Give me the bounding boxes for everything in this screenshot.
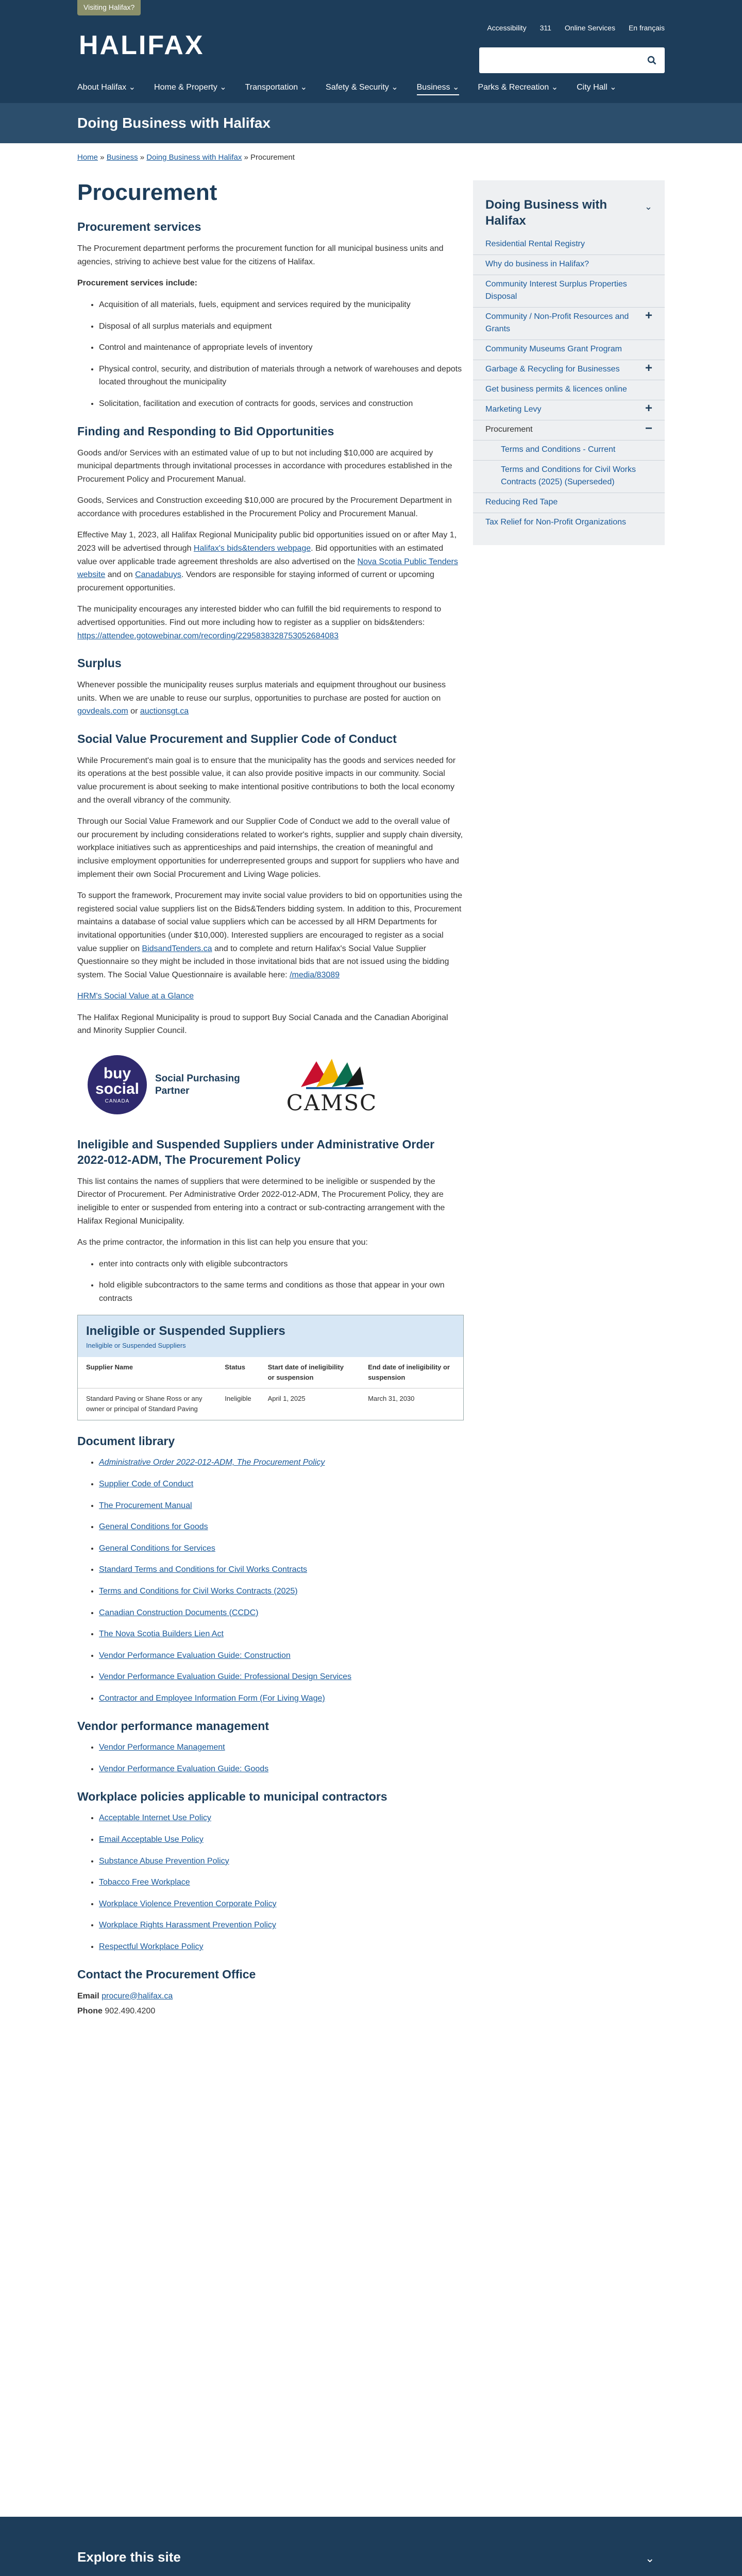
nav-home-property[interactable]: Home & Property ⌄: [154, 83, 227, 92]
breadcrumb-current: Procurement: [250, 153, 295, 162]
ineligible-suppliers-table: [77, 1315, 464, 1420]
doc-link[interactable]: Vendor Performance Evaluation Guide: Professional Design Services: [99, 1672, 352, 1682]
camsc-logo: CAMSC: [286, 1056, 377, 1114]
bid-p3: Effective May 1, 2023, all Halifax Regional Municipality public bid opportunities issued on or after May 1, 2023 will be advertised through Halifax's bids&tenders webpage. Bid opportunities with an estimated value over applicable trade agreement thresholds are also advertised on the Nova Scotia Public Tenders website and on Canadabuys. Vendors are responsible for staying informed of current or upcoming procurement opportunities.: [77, 531, 458, 592]
sidebar-item[interactable]: Marketing Levy +: [473, 400, 665, 420]
section-banner: [0, 103, 742, 143]
breadcrumb-doing-business[interactable]: Doing Business with Halifax: [146, 153, 242, 162]
online-services-link[interactable]: Online Services: [564, 24, 615, 32]
vendor-link[interactable]: Vendor Performance Management: [99, 1743, 225, 1752]
bidsandtenders-link[interactable]: BidsandTenders.ca: [142, 944, 212, 953]
table-header-row: Supplier Name Status Start date of ineligibility or suspension End date of ineligibility or suspension: [78, 1357, 463, 1388]
sidebar: [473, 180, 665, 545]
workplace-policies-heading: Workplace policies applicable to municipal contractors: [77, 1789, 387, 1803]
search-input[interactable]: [479, 47, 665, 73]
doc-link[interactable]: General Conditions for Services: [99, 1544, 215, 1553]
sidebar-item[interactable]: Community / Non-Profit Resources and Grants +: [473, 308, 665, 340]
list-item: • Disposal of all surplus materials and equipment: [99, 320, 464, 333]
nav-safety-security[interactable]: Safety & Security ⌄: [326, 83, 398, 92]
document-library-list: [99, 1456, 464, 1705]
chevron-down-icon: ⌄: [644, 201, 652, 212]
social-p3: To support the framework, Procurement may invite social value providers to bid on opportunities using the registered social value suppliers list on the Bids&Tenders bidding system. In addition to this, Procurement maintains a database of social value suppliers which can be accessed by all HRM Departments for invitational opportunities (under $10,000). Interested suppliers are encouraged to register as a social value supplier on BidsandTenders.ca and to complete and return Halifax's Social Value Supplier Questionnaire so they might be included in those invitational bids that are not issued using the bidding system. The Social Value Questionnaire is available here: /media/83089: [77, 891, 463, 979]
list-item: • Physical control, security, and distribution of materials through a network of warehouses and depots located throughout the municipality: [99, 363, 464, 389]
search-icon: [647, 56, 656, 65]
policy-link[interactable]: Workplace Violence Prevention Corporate Policy: [99, 1899, 277, 1908]
sidebar-item[interactable]: Garbage & Recycling for Businesses +: [473, 360, 665, 380]
social-p4: The Halifax Regional Municipality is proud to support Buy Social Canada and the Canadian Aboriginal and Minority Supplier Council.: [77, 1013, 448, 1036]
document-library-heading: Document library: [77, 1434, 175, 1448]
section-title: Doing Business with Halifax: [77, 115, 271, 131]
utility-links: [487, 23, 665, 34]
ineligible-p2: As the prime contractor, the information in this list can help you ensure that you:: [77, 1238, 368, 1247]
accessibility-link[interactable]: Accessibility: [487, 24, 527, 32]
sidebar-item[interactable]: Why do business in Halifax?: [473, 255, 665, 275]
vendor-performance-heading: Vendor performance management: [77, 1719, 269, 1733]
govdeals-link[interactable]: govdeals.com: [77, 707, 128, 716]
surplus-heading: Surplus: [77, 656, 122, 670]
policy-link[interactable]: Acceptable Internet Use Policy: [99, 1814, 211, 1823]
doc-link[interactable]: The Procurement Manual: [99, 1501, 192, 1510]
list-item: • enter into contracts only with eligible subcontractors: [99, 1258, 464, 1271]
visiting-halifax-link[interactable]: Visiting Halifax?: [77, 0, 141, 15]
social-p2: Through our Social Value Framework and our Supplier Code of Conduct we add to the overall value of our procurement by including considerations related to worker's rights, supplier and supply chain diversity, workplace initiatives such as apprenticeships and paid internships, the creation of meaningful and inclusive employment opportunities for underrepresented groups and support for suppliers who have and implement their own Social Procurement and Living Wage policies.: [77, 817, 463, 879]
camsc-feather-icon: [296, 1056, 368, 1092]
expand-icon[interactable]: +: [645, 361, 652, 376]
nav-city-hall[interactable]: City Hall ⌄: [577, 83, 617, 92]
sidebar-item[interactable]: Residential Rental Registry: [473, 235, 665, 255]
webinar-link[interactable]: https://attendee.gotowebinar.com/recording/2295838328753052684083: [77, 631, 339, 640]
procurement-services-heading: Procurement services: [77, 220, 201, 234]
services-list: [99, 298, 464, 411]
sidebar-item-tax-relief[interactable]: Tax Relief for Non-Profit Organizations: [485, 518, 626, 527]
nav-business[interactable]: Business ⌄: [417, 81, 460, 95]
contact-email: Email procure@halifax.ca: [77, 1991, 173, 2001]
explore-heading: Explore this site: [77, 2549, 181, 2565]
doc-link[interactable]: Vendor Performance Evaluation Guide: Construction: [99, 1651, 291, 1660]
contact-phone: Phone 902.490.4200: [77, 2007, 156, 2016]
policy-link[interactable]: Tobacco Free Workplace: [99, 1878, 190, 1887]
vendor-list: [99, 1741, 464, 1775]
collapse-icon[interactable]: −: [645, 421, 652, 436]
policy-link[interactable]: Workplace Rights Harassment Prevention Policy: [99, 1921, 276, 1930]
bid-heading: Finding and Responding to Bid Opportunities: [77, 424, 334, 438]
doc-link[interactable]: Supplier Code of Conduct: [99, 1479, 194, 1488]
social-value-heading: Social Value Procurement and Supplier Code of Conduct: [77, 732, 397, 745]
expand-icon[interactable]: +: [645, 309, 652, 323]
311-link[interactable]: 311: [539, 24, 551, 32]
doc-link[interactable]: Standard Terms and Conditions for Civil Works Contracts: [99, 1565, 308, 1574]
bid-p2: Goods, Services and Construction exceeding $10,000 are procured by the Procurement Department in accordance with procedures established in the Procurement Policy and Procurement Manual.: [77, 496, 452, 518]
main-content: [77, 180, 464, 2026]
bid-p4: The municipality encourages any interested bidder who can fulfill the bid requirements to respond to advertised opportunities. Find out more including how to register as a supplier on bids&tenders: https://attendee.gotowebinar.com/recording/2295838328753052684083: [77, 605, 442, 640]
page-title: Procurement: [77, 180, 217, 205]
doc-link[interactable]: The Nova Scotia Builders Lien Act: [99, 1630, 224, 1639]
sidebar-subitem[interactable]: Terms and Conditions for Civil Works Contracts (2025) (Superseded): [473, 461, 665, 493]
partner-logos: [88, 1055, 464, 1114]
table-row: Standard Paving or Shane Ross or any owner or principal of Standard Paving Ineligible April 1, 2025 March 31, 2030: [86, 1395, 415, 1413]
ineligible-heading: Ineligible and Suspended Suppliers under Administrative Order 2022-012-ADM, The Procurement Policy: [77, 1138, 435, 1166]
search-button[interactable]: [639, 47, 665, 73]
list-item: • Control and maintenance of appropriate levels of inventory: [99, 341, 464, 354]
ineligible-p1: This list contains the names of suppliers that were determined to be ineligible or suspended by the Director of Procurement. Per Administrative Order 2022-012-ADM, The Procurement Policy, they are ineligible to enter or suspended from entering into a contract or sub-contracting arrangement with the Halifax Regional Municipality.: [77, 1177, 445, 1226]
sidebar-item-procurement[interactable]: Procurement −: [473, 420, 665, 440]
surplus-text: Whenever possible the municipality reuses surplus materials and equipment throughout our business units. When we are unable to reuse our surplus, opportunities to purchase are posted for auction on govdeals.com or auctionsgt.ca: [77, 681, 446, 716]
table-title: Ineligible or Suspended Suppliers: [86, 1324, 285, 1338]
doc-link[interactable]: Contractor and Employee Information Form (For Living Wage): [99, 1693, 325, 1703]
procurement-intro: The Procurement department performs the procurement function for all municipal business units and agencies, striving to achieve best value for the citizens of Halifax.: [77, 244, 444, 266]
sidebar-item[interactable]: Community Interest Surplus Properties Disposal: [473, 275, 665, 308]
policy-link[interactable]: Email Acceptable Use Policy: [99, 1835, 204, 1844]
doc-link[interactable]: General Conditions for Goods: [99, 1522, 208, 1532]
canadabuys-link[interactable]: Canadabuys: [135, 570, 181, 580]
contact-heading: Contact the Procurement Office: [77, 1967, 256, 1981]
social-value-glance-link[interactable]: HRM's Social Value at a Glance: [77, 992, 194, 1001]
contractor-list: [99, 1258, 464, 1306]
auctionsgt-link[interactable]: auctionsgt.ca: [140, 707, 189, 716]
email-link[interactable]: procure@halifax.ca: [102, 1991, 173, 2001]
breadcrumb-home[interactable]: Home: [77, 153, 98, 162]
sidebar-item-red-tape[interactable]: Reducing Red Tape: [473, 493, 665, 513]
services-include-label: Procurement services include:: [77, 279, 197, 288]
chevron-down-icon[interactable]: ⌄: [645, 2552, 655, 2565]
buy-social-logo: buy social CANADA Social Purchasing Partner: [88, 1055, 240, 1114]
list-item: • Acquisition of all materials, fuels, equipment and services required by the municipality: [99, 298, 464, 312]
breadcrumb-business[interactable]: Business: [106, 153, 138, 162]
doc-link[interactable]: Administrative Order 2022-012-ADM, The Procurement Policy: [99, 1458, 325, 1467]
halifax-logo[interactable]: HALIFAX: [79, 30, 205, 60]
sidebar-item[interactable]: Community Museums Grant Program: [473, 340, 665, 360]
sidebar-subitem[interactable]: Terms and Conditions - Current: [473, 440, 665, 461]
french-link[interactable]: En français: [628, 24, 665, 32]
sidebar-header[interactable]: [473, 189, 665, 235]
list-item: • Solicitation, facilitation and execution of contracts for goods, services and construction: [99, 397, 464, 411]
doc-link[interactable]: Terms and Conditions for Civil Works Contracts (2025): [99, 1586, 298, 1596]
site-footer: [0, 2517, 742, 2576]
sidebar-item[interactable]: Get business permits & licences online: [473, 380, 665, 400]
policy-link[interactable]: Substance Abuse Prevention Policy: [99, 1856, 229, 1866]
breadcrumb: Home » Business » Doing Business with Halifax » Procurement: [77, 153, 295, 162]
social-p1: While Procurement's main goal is to ensure that the municipality has the goods and services needed for its operations at the best possible value, it can also provide positive impacts in our community. Social value procurement is about seeking to make intentional positive contributions to both the local economy and the overall vibrancy of the community.: [77, 756, 456, 805]
doc-link[interactable]: Canadian Construction Documents (CCDC): [99, 1608, 259, 1617]
list-item: • hold eligible subcontractors to the same terms and conditions as those that appear in your own contracts: [99, 1279, 464, 1305]
nav-about-halifax[interactable]: About Halifax ⌄: [77, 83, 136, 92]
expand-icon[interactable]: +: [645, 401, 652, 416]
policy-link[interactable]: Respectful Workplace Policy: [99, 1942, 204, 1952]
questionnaire-link[interactable]: /media/83089: [290, 970, 340, 979]
nav-transportation[interactable]: Transportation ⌄: [245, 83, 308, 92]
table-caption: Ineligible or Suspended Suppliers: [86, 1341, 186, 1349]
main-nav: [77, 81, 617, 95]
ns-public-tenders-link[interactable]: Nova Scotia Public Tenders website: [77, 557, 458, 580]
bids-tenders-link[interactable]: Halifax's bids&tenders webpage: [193, 544, 311, 553]
sidebar-title: Doing Business with Halifax: [485, 198, 608, 228]
site-header: [0, 0, 742, 103]
nav-parks-recreation[interactable]: Parks & Recreation ⌄: [478, 83, 559, 92]
workplace-list: [99, 1811, 464, 1953]
vendor-link[interactable]: Vendor Performance Evaluation Guide: Goods: [99, 1765, 269, 1773]
bid-p1: Goods and/or Services with an estimated value of up to but not including $10,000 are acquired by municipal departments through invitational processes in accordance with procedures established in the Procurement Policy and Procurement Manual.: [77, 448, 452, 484]
